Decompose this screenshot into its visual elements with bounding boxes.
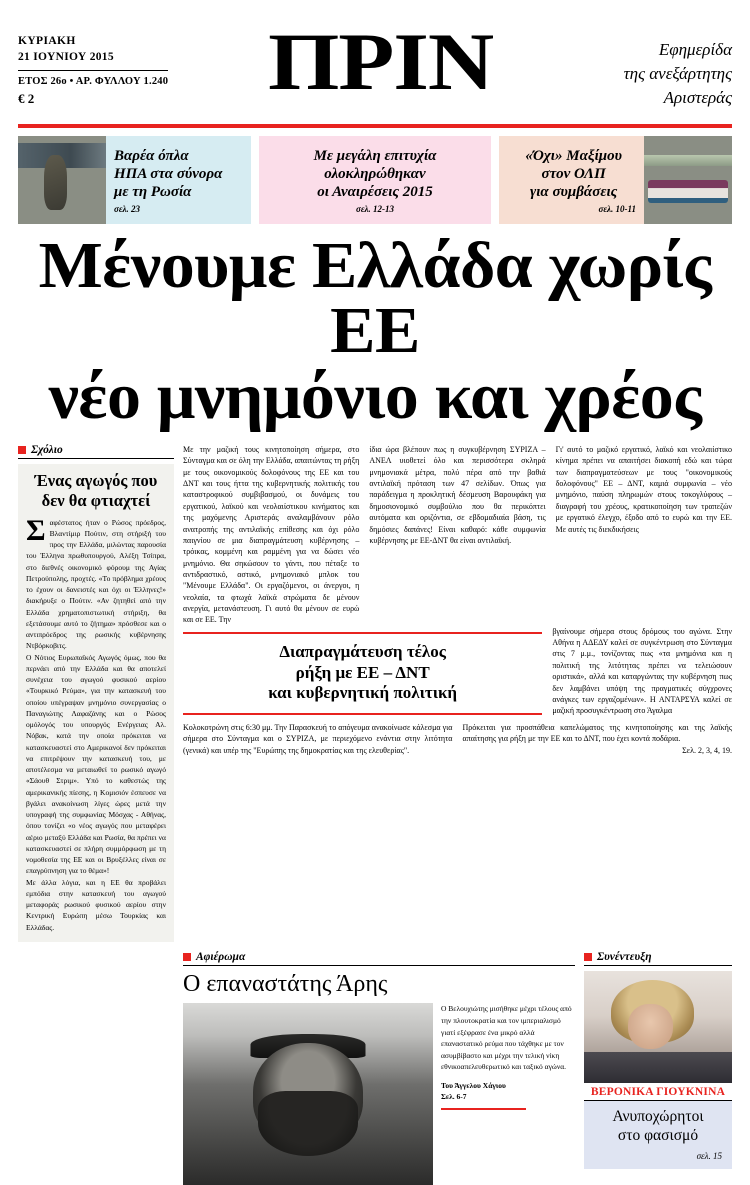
photo-shoulder-shape <box>584 1052 732 1083</box>
section-label-interview <box>584 951 732 966</box>
bottom-area <box>0 951 750 1185</box>
commentary-paragraph-1: αφέστατος ήταν ο Ρώσος πρόεδρος, Βλαντίμιρ Πούτιν, στη στήριξή του προς την Ελλάδα, μιλώντας παρουσία του Έλληνα πρωθυπουργού, Αλέξη Τσίπρα, στο διεθνές οικονομικό φόρουμ της Αγίας Πετρούπολης, προχτές. «Το πρόβλημα χρέους το έχουν οι δανειστές και όχι οι Έλληνες!» διακήρυξε ο Πούτιν. «Αν ζητηθεί από την Ελλάδα χρηματοπιστωτική στήριξη, θα εξετάσουμε αυτό το ζήτημα» πρόσθεσε και ο αντιπρόεδρος της ρωσικής κυβέρνησης Ντβόρκοβιτς. <box>26 517 166 651</box>
lead-column-3 <box>556 444 732 626</box>
issue-number: ΕΤΟΣ 26ο • ΑΡ. ΦΥΛΛΟΥ 1.240 <box>18 76 169 88</box>
masthead-tagline <box>542 28 732 110</box>
commentary-dropcap: Σ <box>26 513 46 547</box>
masthead-divider <box>18 70 168 71</box>
headline-line-2: νέο μνημόνιο και χρέος <box>48 360 702 434</box>
interview-title-line-1: Ανυποχώρητοι <box>612 1107 704 1125</box>
feature-page-ref: Σελ. 6-7 <box>441 1091 467 1101</box>
lead-paragraph-1: ε την μαζική τους κινητοποίηση σήμερα, στο Σύνταγμα και σε όλη την Ελλάδα, απαιτώντας τη ρήξη με τους οικονομικούς δολοφόνους της ΕΕ και του ΔΝΤ και τους ήττα της κυβερνητικής πολιτικής του καταστροφικού συμβιβασμού, οι δυνάμεις του εργατικού, λαϊκού και νεολαιίστικου κινήματος και της μαχόμενης Αριστεράς αναλαμβάνουν ρόλο ανατροπής της αντιλαϊκής επίθεσης και όχι ρόλο παιγνίου σε μια διαπραγμάτευση κυβέρνησης – τρόικας, κομμένη και ραμμένη για να δώσει νέο μνημόνιο. Θα σηκώσουν το γάντι, που πέταξε το αντιδραστικό, αστικό, μνημονιακό μπλοκ του "Μένουμε Ελλάδα". Οι εργαζόμενοι, οι άνεργοι, η νεολαία, τα φτωχά λαϊκά στρώματα δε μένουν ανεργία, μετανάστευση. Γι αυτό θα μένουν σε ευρώ και σε ΕΕ. Την <box>183 445 360 625</box>
publication-day: ΚΥΡΙΑΚΗ <box>18 35 76 47</box>
commentary-body <box>26 513 166 652</box>
pull-quote-line-2: ρήξη με ΕΕ – ΔΝΤ <box>295 662 430 682</box>
interview-headline-box <box>584 1101 732 1169</box>
section-label-commentary <box>18 444 174 459</box>
interview-portrait-photo <box>584 971 732 1083</box>
teaser-line-2: στον ΟΛΠ <box>541 165 606 182</box>
teaser-page-ref: σελ. 12-13 <box>355 203 395 214</box>
commentary-column <box>18 444 174 942</box>
teaser-line-3: με τη Ρωσία <box>114 183 192 200</box>
pull-quote-line-3: και κυβερνητική πολιτική <box>268 683 458 703</box>
interview-section[interactable] <box>584 951 732 1185</box>
lead-column-1 <box>183 444 359 626</box>
tagline-line-1: Εφημερίδα <box>658 40 732 59</box>
feature-credit <box>441 1081 575 1110</box>
lead-paragraph-5 <box>463 722 733 756</box>
teaser-strip <box>0 128 750 224</box>
teaser-line-1: Με μεγάλη επιτυχία <box>313 147 437 164</box>
lead-paragraph-3: Γι' αυτό το μαζικό εργατικό, λαϊκό και νεολαιίστικο κίνημα πρέπει να απαιτήσει διακοπή εδώ και τώρα των διαπραγματεύσεων με τους "οικονομικούς δολοφόνους" ΕΕ – ΔΝΤ, καμιά συμφωνία – νέο μνημόνιο, παύση πληρωμών στους τοκογλύφους – διαγραφή του χρέους, κρατικοποίηση των τραπεζών με εργατικό έλεγχο, έξοδο από το ευρώ και την ΕΕ. Με αυτές τις διεκδικήσεις <box>555 445 732 534</box>
feature-author: Του Άγγελου Χάγιου <box>441 1081 506 1090</box>
lead-article-bottom-columns <box>183 722 732 756</box>
feature-section[interactable] <box>183 951 575 1185</box>
publication-date: 21 ΙΟΥΝΙΟΥ 2015 <box>18 50 114 63</box>
commentary-title-line-1: Ένας αγωγός που <box>34 471 158 491</box>
commentary-paragraph-3: Με άλλα λόγια, και η ΕΕ θα προβάλει εμπόδια στην κατασκευή του αγωγού μεταφοράς ρωσικού φυσικού αερίου στην Κεντρική Ευρώπη μέσω Τουρκίας και Ελλάδας. <box>26 877 166 932</box>
masthead-dateblock <box>18 28 218 107</box>
main-headline <box>0 224 750 434</box>
feature-red-rule <box>441 1108 526 1110</box>
photo-face-shape <box>628 1004 672 1049</box>
teaser-line-1: «Όχι» Μαξίμου <box>525 147 622 164</box>
feature-title: Ο επαναστάτης Άρης <box>183 970 388 997</box>
section-label-feature <box>183 951 575 966</box>
red-square-icon <box>18 446 26 454</box>
lead-paragraph-5-text: Πρόκειται για προσπάθεια καπελώματος της κινητοποίησης και της λαϊκής απαίτησης για ρήξη με την ΕΕ και το ΔΝΤ, που έχει κοντά ποδάρια. <box>462 722 732 744</box>
masthead <box>0 0 750 118</box>
lead-paragraph-2: ίδια ώρα βλέπουν πως η συγκυβέρνηση ΣΥΡΙΖΑ – ΑΝΕΛ υιοθετεί όλο και περισσότερα σκληρά μνημονιακά μέτρα, πολύ πέρα από την βαθιά αντιλαϊκή πρόταση των 47 σελίδων. Όπως για παράδειγμα η προκλητική δέσμευση Βαρουφάκη για δημοσιονομικό συμβούλιο που θα περικόπτει αυτόματα και οριζόντια, σε εβδομαδιαία βάση, τις δημόσιες δαπάνες! Είναι καθαρό: κάθε συμφωνία κυβέρνησης με ΕΕ-ΔΝΤ θα είναι αντιλαϊκή. <box>369 445 546 545</box>
masthead-logo <box>218 16 542 107</box>
teaser-line-2: ΗΠΑ στα σύνορα <box>114 165 223 182</box>
lead-article-page-ref: Σελ. 2, 3, 4, 19. <box>682 745 732 755</box>
teaser-page-ref: σελ. 23 <box>114 203 141 214</box>
newspaper-title: ΠΡΙΝ <box>267 16 493 107</box>
section-label-text: Αφιέρωμα <box>196 950 246 963</box>
teaser-line-2: ολοκληρώθηκαν <box>324 165 426 182</box>
lead-column-2 <box>369 444 545 626</box>
interview-subject-name: ΒΕΡΟΝΙΚΑ ΓΙΟΥΚΝΙΝΑ <box>584 1086 732 1101</box>
commentary-title <box>26 471 166 511</box>
content-area <box>0 444 750 942</box>
teaser-page-ref: σελ. 10-11 <box>598 203 637 214</box>
commentary-title-line-2: δεν θα φτιαχτεί <box>41 490 151 510</box>
commentary-box[interactable] <box>18 464 174 942</box>
teaser-card-olp[interactable] <box>499 136 732 224</box>
tagline-line-3: Αριστεράς <box>663 88 732 108</box>
lead-dropcap: Μ <box>183 445 191 455</box>
feature-sidebar <box>441 1003 575 1185</box>
commentary-paragraph-2: Ο Νότιος Ευρωπαϊκός Αγωγός όμως, που θα περνάει από την Ελλάδα και θα αποτελεί συνέχεια του αγωγού φυσικού αερίου «Τουρκικό Ρεύμα», για την κατασκευή του οποίου υπέγραψαν μνημόνιο συνεργασίας ο Παναγιώτης Λαφαζάνης και ο Ρώσος ομόλογός του υπουργός Ενέργειας Αλ. Νόβακ, κατά την οποία πρόκειται να κατασκευαστεί στο Αμερικανοί δεν πρόκειται να επιτρέψουν την κατασκευή του, με αποτέλεσμα να μεταιωθεί το ρωσικό αγωγό «Σάουθ Στριμ». Υπό το καθεστώς της αμερικανικής πίεσης, η Κομισιόν έσπευσε να βγάλει ανακοίνωση λίγες ώρες μετά την υπογραφή της συμφωνίας Μόσχας - Αθήνας, όπου τονίζει «ο νέος αγωγός που μεταφέρει αέριο μεταξύ Ελλάδα και Ρωσία, θα πρέπει να κατασκευαστεί σε πλήρη συμμόρφωση με τη νομοθεσία της ΕΕ και οι Βρυξέλλες είναι σε επαγρύπνηση για το θέμα»! <box>26 652 166 876</box>
feature-sidebar-text: Ο Βελουχιώτης μισήθηκε μέχρι τέλους από την πλουτοκρατία και τον ιμπεριαλισμό γιατί εξέφρασε ένα μικρό αλλά επαναστατικό ρεύμα που τάχθηκε με τον ασυμβίβαστο και μέχρι την τελική νίκη εθνικοαπελευθερωτικό και ταξικό αγώνα. <box>441 1004 572 1072</box>
teaser-card-anaireseis[interactable] <box>259 136 492 224</box>
teaser-line-3: οι Αναιρέσεις 2015 <box>317 183 433 200</box>
teaser-line-1: Βαρέα όπλα <box>114 147 189 164</box>
pull-quote-line-1: Διαπραγμάτευση τέλος <box>279 641 446 661</box>
tagline-line-2: της ανεξάρτητης <box>623 64 732 84</box>
teaser-line-3: για συμβάσεις <box>530 183 618 200</box>
red-square-icon <box>183 953 191 961</box>
headline-line-1: Μένουμε Ελλάδα χωρίς ΕΕ <box>38 229 712 367</box>
photo-beard-shape <box>258 1091 358 1157</box>
lead-article <box>183 444 732 942</box>
lead-article-top-columns <box>183 444 732 626</box>
red-square-icon <box>584 953 592 961</box>
aris-velouchiotis-photo <box>183 1003 433 1185</box>
interview-title-line-2: στο φασισμό <box>617 1126 699 1144</box>
section-label-text: Συνέντευξη <box>597 950 652 963</box>
lead-paragraph-4: Κολοκοτρώνη στις 6:30 μμ. Την Παρασκευή το απόγευμα ανακοίνωσε κάλεσμα για σήμερα στο Σύνταγμα και ο ΣΥΡΙΖΑ, με περιεχόμενο ενάντια στην λιτότητα (γενικά) και υπέρ της "Ευρώπης της δημοκρατίας και της ελευθερίας". <box>183 722 453 755</box>
price-label: € 2 <box>18 90 35 106</box>
interview-page-ref: σελ. 15 <box>696 1150 722 1161</box>
pull-quote <box>183 632 542 715</box>
bottom-left-spacer <box>18 951 174 1185</box>
lead-column-4: βγαίνουμε σήμερα στους δρόμους του αγώνα. Στην Αθήνα η ΑΔΕΔΥ καλεί σε συγκέντρωση στο Σύνταγμα στις 7 μ.μ., τονίζοντας πως «τα μνημόνια και η πολιτική της λιτότητας πρέπει να τελειώσουν οριστικά», αλλά και καταργώντας την κυβέρνηση πως δεν λαμβάνει υπόψη της πραγματικές σύγχρονες ανάγκες των εργαζομένων». Η ΑΝΤΑΡΣΥΑ καλεί σε μαζική προσυγκέντρωση στο Άγαλμα <box>552 626 732 716</box>
soldier-photo <box>18 136 106 224</box>
section-label-text: Σχόλιο <box>31 444 63 457</box>
port-photo <box>644 136 732 224</box>
teaser-card-russia[interactable] <box>18 136 251 224</box>
